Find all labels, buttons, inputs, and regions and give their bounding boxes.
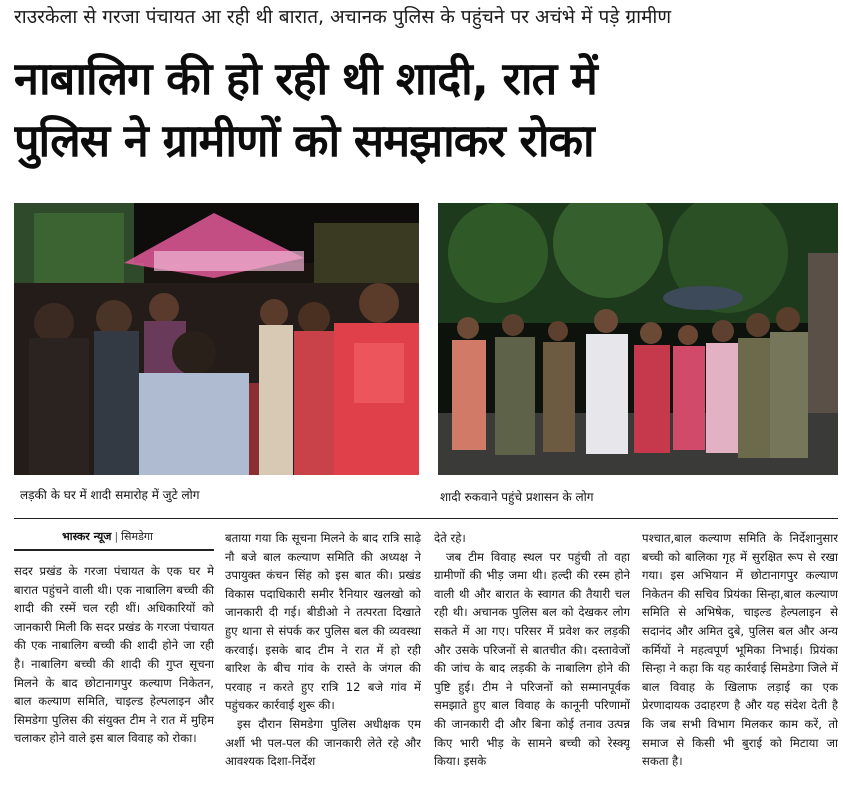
headline [14,48,834,172]
kicker-subheadline: राउरकेला से गरजा पंचायत आ रही थी बारात, अचानक पुलिस के पहुंचने पर अचंभे में पड़े ग्रामीण [14,6,672,28]
byline-agency: भास्कर न्यूज [62,530,112,543]
article-paragraph: बताया गया कि सूचना मिलने के बाद रात्रि साढ़े नौ बजे बाल कल्याण समिति की अध्यक्ष ने उपायुक्त कंचन सिंह को इस बात की। प्रखंड विकास पदाधिकारी समीर रैनियार खलखो को जानकारी दी गई। बीडीओ ने तत्परता दिखाते हुए थाना से संपर्क कर पुलिस बल की व्यवस्था करवाई। इसके बाद टीम ने रात में हो रही बारिश के बीच गांव के रास्ते के जंगल की परवाह न करते हुए रात्रि 12 बजे गांव में पहुंचकर कार्रवाई शुरू की। [225,531,421,713]
article-column-3 [434,529,630,801]
photo-officials-group [438,203,838,475]
divider-byline [14,549,214,551]
photo-caption-left: लड़की के घर में शादी समारोह में जुटे लोग [20,488,200,502]
byline-separator: | [114,530,119,543]
article-column-4 [642,529,838,801]
byline [62,529,153,544]
article-paragraph: इस दौरान सिमडेगा पुलिस अधीक्षक एम अर्शी भी पल-पल की जानकारी लेते रहे और आवश्यक दिशा-निर्देश [225,716,421,769]
article-column-1 [14,562,214,798]
photo-wedding-gathering [14,203,419,475]
divider-section [14,518,838,519]
byline-location: सिमडेगा [121,530,153,543]
photo-caption-right: शादी रुकवाने पहुंचे प्रशासन के लोग [440,490,594,504]
article-paragraph: सदर प्रखंड के गरजा पंचायत के एक घर मे बारात पहुंचने वाली थी। एक नाबालिग बच्ची की शादी की रस्में चल रही थीं। अधिकारियों को जानकारी मिली कि सदर प्रखंड के गरजा पंचायत की एक नाबालिग बच्ची की शादी होने जा रही है। नाबालिग बच्ची की शादी की गुप्त सूचना मिलने के बाद छोटानागपुर कल्याण निकेतन, बाल कल्याण समिति, चाइल्ड हेल्पलाइन और सिमडेगा पुलिस की संयुक्त टीम ने रात में मुहिम चलाकर होने वाले इस बाल विवाह को रोका। [14,564,214,746]
article-column-2 [225,529,421,801]
photo-officials-group-image [438,203,838,475]
article-paragraph: पश्चात,बाल कल्याण समिति के निर्देशानुसार बच्ची को बालिका गृह में सुरक्षित रूप से रखा गया। इस अभियान में छोटानागपुर कल्याण निकेतन की सचिव प्रियंका सिन्हा,बाल कल्याण समिति से अभिषेक, चाइल्ड हेल्पलाइन से सदानंद और अमित दुबे, पुलिस बल और अन्य कर्मियों ने महत्वपूर्ण भूमिका निभाई। प्रियंका सिन्हा ने कहा कि यह कार्रवाई सिमडेगा जिले में बाल विवाह के खिलाफ लड़ाई का एक प्रेरणादायक उदाहरण है और यह संदेश देती है कि जब सभी विभाग मिलकर काम करें, तो समाज से किसी भी बुराई को मिटाया जा सकता है। [642,531,838,769]
headline-line-1: नाबालिग की हो रही थी शादी, रात में [14,52,597,105]
photo-wedding-gathering-image [14,203,419,475]
headline-line-2: पुलिस ने ग्रामीणों को समझाकर रोका [14,114,594,167]
article-paragraph: जब टीम विवाह स्थल पर पहुंची तो वहा ग्रामीणों की भीड़ जमा थी। हल्दी की रस्म होने वाली थी और बारात के स्वागत की तैयारी चल रही थी। अचानक पुलिस बल को देखकर लोग सकते में आ गए। परिसर में प्रवेश कर लड़की और उसके परिजनों से बातचीत की। दस्तावेजों की जांच के बाद लड़की के नाबालिग होने की पुष्टि हुई। टीम ने परिजनों को सम्मानपूर्वक समझाते हुए बाल विवाह के कानूनी परिणामों की जानकारी दी और बिना कोई तनाव उत्पन्न किए भारी भीड़ के सामने बच्ची को रेस्क्यू किया। इसके [434,549,630,769]
article-paragraph: देते रहे। [434,531,466,545]
